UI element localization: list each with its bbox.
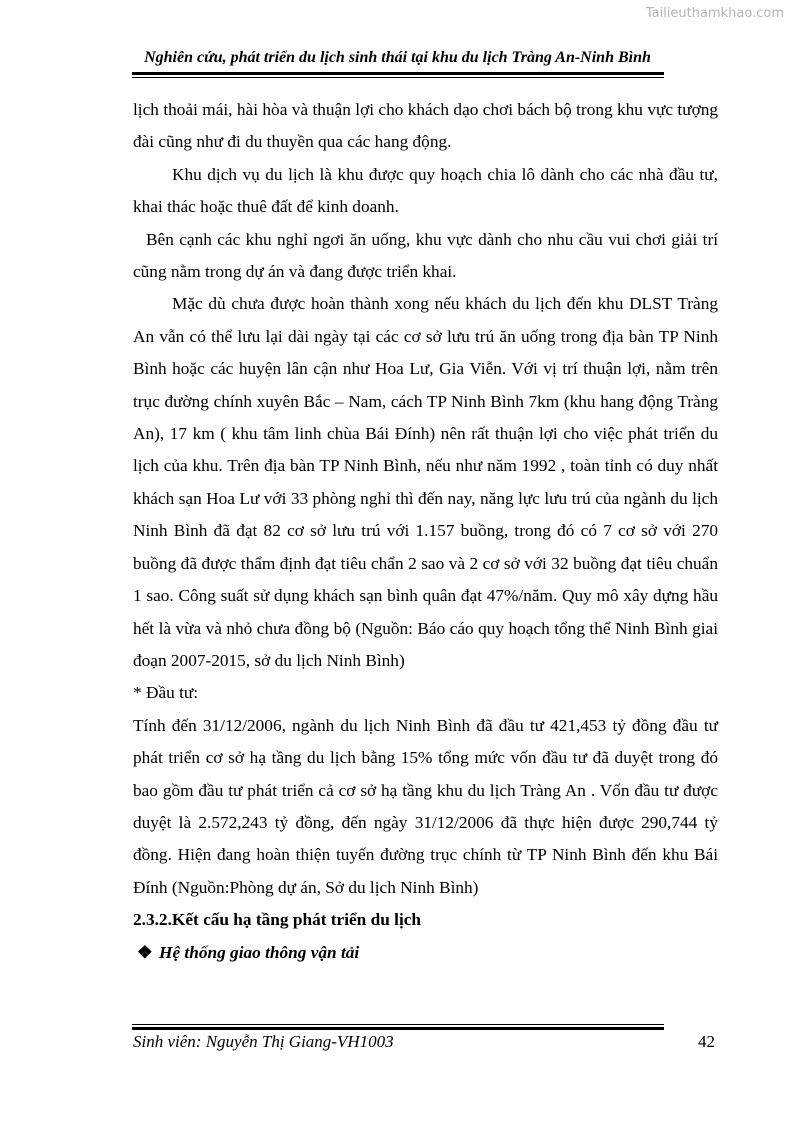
page-header-title: Nghiên cứu, phát triển du lịch sinh thái tại khu du lịch Tràng An-Ninh Bình bbox=[144, 49, 651, 66]
header-rule-thick bbox=[132, 72, 664, 75]
paragraph-4: Mặc dù chưa được hoàn thành xong nếu khách du lịch đến khu DLST Tràng An vẫn có thể lưu lại dài ngày tại các cơ sở lưu trú ăn uống trong địa bàn TP Ninh Bình hoặc các huyện lân cận như Hoa Lư, Gia Viễn. Với vị trí thuận lợi, nằm trên trục đường chính xuyên Bắc – Nam, cách TP Ninh Bình 7km (khu hang động Tràng An), 17 km ( khu tâm linh chùa Bái Đính) nên rất thuận lợi cho việc phát triển du lịch của khu. Trên địa bàn TP Ninh Bình, nếu như năm 1992 , toàn tỉnh có duy nhất khách sạn Hoa Lư với 33 phòng nghỉ thì đến nay, năng lực lưu trú của ngành du lịch Ninh Bình đã đạt 82 cơ sở lưu trú với 1.157 buồng, trong đó có 7 cơ sở với 270 buồng đã được thẩm định đạt tiêu chẩn 2 sao và 2 cơ sở với 32 buồng đạt tiêu chuẩn 1 sao. Công suất sử dụng khách sạn bình quân đạt 47%/năm. Quy mô xây dựng hầu hết là vừa và nhỏ chưa đồng bộ (Nguồn: Báo cáo quy hoạch tổng thể Ninh Bình giai đoạn 2007-2015, sở du lịch Ninh Bình) bbox=[133, 294, 718, 670]
paragraph-1: lịch thoải mái, hài hòa và thuận lợi cho khách dạo chơi bách bộ trong khu vực tượng đài cũng như đi du thuyền qua các hang động. bbox=[133, 100, 718, 152]
document-body bbox=[133, 94, 718, 969]
sub-heading-text: Hệ thống giao thông vận tải bbox=[159, 942, 360, 962]
section-heading: 2.3.2.Kết cấu hạ tầng phát triển du lịch bbox=[133, 910, 422, 930]
diamond-bullet-icon: ❖ bbox=[137, 942, 153, 962]
paragraph-6: Tính đến 31/12/2006, ngành du lịch Ninh Bình đã đầu tư 421,453 tỷ đồng đầu tư phát triển cơ sở hạ tầng du lịch bằng 15% tổng mức vốn đầu tư đã duyệt trong đó bao gồm đầu tư phát triển cả cơ sở hạ tầng khu du lịch Tràng An . Vốn đầu tư được duyệt là 2.572,243 tỷ đồng, đến ngày 31/12/2006 đã thực hiện được 290,744 tỷ đồng. Hiện đang hoàn thiện tuyến đường trục chính từ TP Ninh Bình đến khu Bái Đính (Nguồn:Phòng dự án, Sở du lịch Ninh Bình) bbox=[133, 715, 718, 897]
page-number: 42 bbox=[698, 1032, 715, 1051]
sub-heading bbox=[133, 937, 718, 969]
paragraph-5: * Đầu tư: bbox=[133, 683, 199, 703]
watermark: Tailieuthamkhao.com bbox=[645, 6, 784, 21]
footer-rule-thin bbox=[132, 1024, 664, 1025]
header-rule-thin bbox=[132, 77, 664, 78]
paragraph-2: Khu dịch vụ du lịch là khu được quy hoạch chia lô dành cho các nhà đầu tư, khai thác hoặc thuê đất để kinh doanh. bbox=[133, 164, 718, 217]
footer-rule-thick bbox=[132, 1027, 664, 1030]
paragraph-3: Bên cạnh các khu nghỉ ngơi ăn uống, khu vực dành cho nhu cầu vui chơi giải trí cũng nằm trong dự án và đang được triển khai. bbox=[133, 229, 718, 282]
footer-author: Sinh viên: Nguyễn Thị Giang-VH1003 bbox=[133, 1032, 394, 1051]
